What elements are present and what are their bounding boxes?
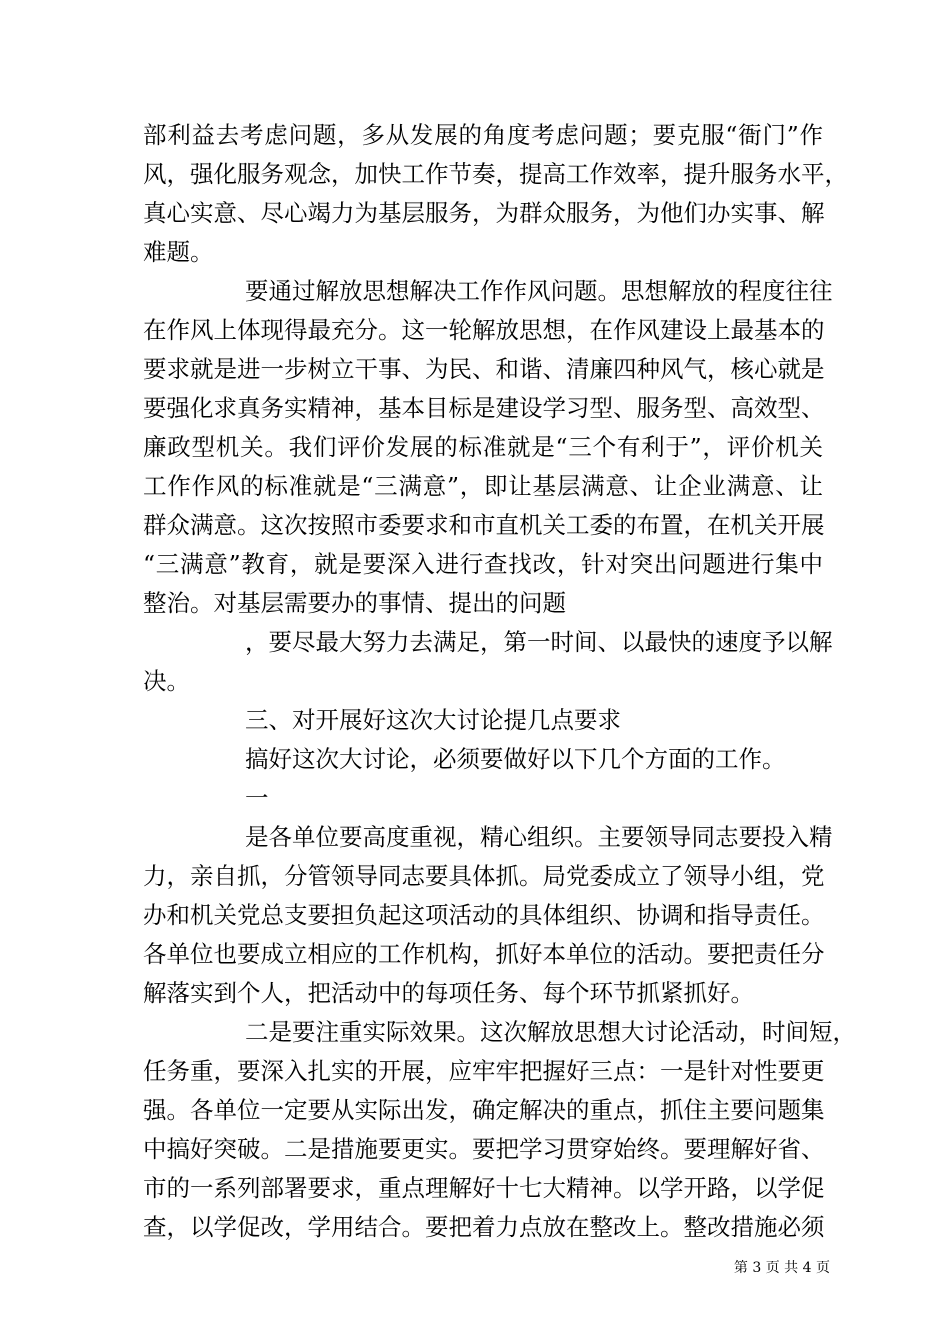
paragraph-start-line: 要通过解放思想解决工作作风问题。思想解放的程度往往 [245,277,833,305]
text-line: ，要尽最大努力去满足，第一时间、以最快的速度予以解 [245,628,833,656]
text-line: 要强化求真务实精神，基本目标是建设学习型、服务型、高效型、 [143,394,825,422]
text-line: 在作风上体现得最充分。这一轮解放思想，在作风建设上最基本的 [143,316,825,344]
section-heading: 三、对开展好这次大讨论提几点要求 [245,706,621,734]
paragraph-start-line: 是各单位要高度重视，精心组织。主要领导同志要投入精 [245,823,833,851]
text-line: 真心实意、尽心竭力为基层服务，为群众服务，为他们办实事、解 [143,199,825,227]
text-line: 风，强化服务观念，加快工作节奏，提高工作效率，提升服务水平， [143,160,848,188]
paragraph-start-line: 搞好这次大讨论，必须要做好以下几个方面的工作。 [245,745,786,773]
text-line: 一 [245,784,269,812]
text-line: 任务重，要深入扎实的开展，应牢牢把握好三点：一是针对性要更 [143,1057,825,1085]
paragraph-start-line: 二是要注重实际效果。这次解放思想大讨论活动，时间短， [245,1018,856,1046]
text-line: 查，以学促改，学用结合。要把着力点放在整改上。整改措施必须 [143,1213,825,1241]
text-line: 力，亲自抓，分管领导同志要具体抓。局党委成立了领导小组，党 [143,862,825,890]
text-line: 决。 [143,667,190,695]
text-line: 要求就是进一步树立干事、为民、和谐、清廉四种风气，核心就是 [143,355,825,383]
text-line: 解落实到个人，把活动中的每项任务、每个环节抓紧抓好。 [143,979,754,1007]
text-line: 廉政型机关。我们评价发展的标准就是“三个有利于”，评价机关 [143,433,823,461]
text-line: “三满意”教育，就是要深入进行查找改，针对突出问题进行集中 [143,550,823,578]
text-line: 群众满意。这次按照市委要求和市直机关工委的布置，在机关开展 [143,511,825,539]
text-line: 各单位也要成立相应的工作机构，抓好本单位的活动。要把责任分 [143,940,825,968]
text-line: 中搞好突破。二是措施要更实。要把学习贯穿始终。要理解好省、 [143,1135,825,1163]
text-line: 强。各单位一定要从实际出发，确定解决的重点，抓住主要问题集 [143,1096,825,1124]
text-line: 难题。 [143,238,214,266]
page-number-footer: 第 3 页 共 4 页 [733,1260,830,1276]
text-line: 部利益去考虑问题，多从发展的角度考虑问题；要克服“衙门”作 [143,121,823,149]
text-line: 整治。对基层需要办的事情、提出的问题 [143,589,566,617]
text-line: 市的一系列部署要求，重点理解好十七大精神。以学开路，以学促 [143,1174,825,1202]
text-line: 工作作风的标准就是“三满意”，即让基层满意、让企业满意、让 [143,472,823,500]
text-line: 办和机关党总支要担负起这项活动的具体组织、协调和指导责任。 [143,901,825,929]
